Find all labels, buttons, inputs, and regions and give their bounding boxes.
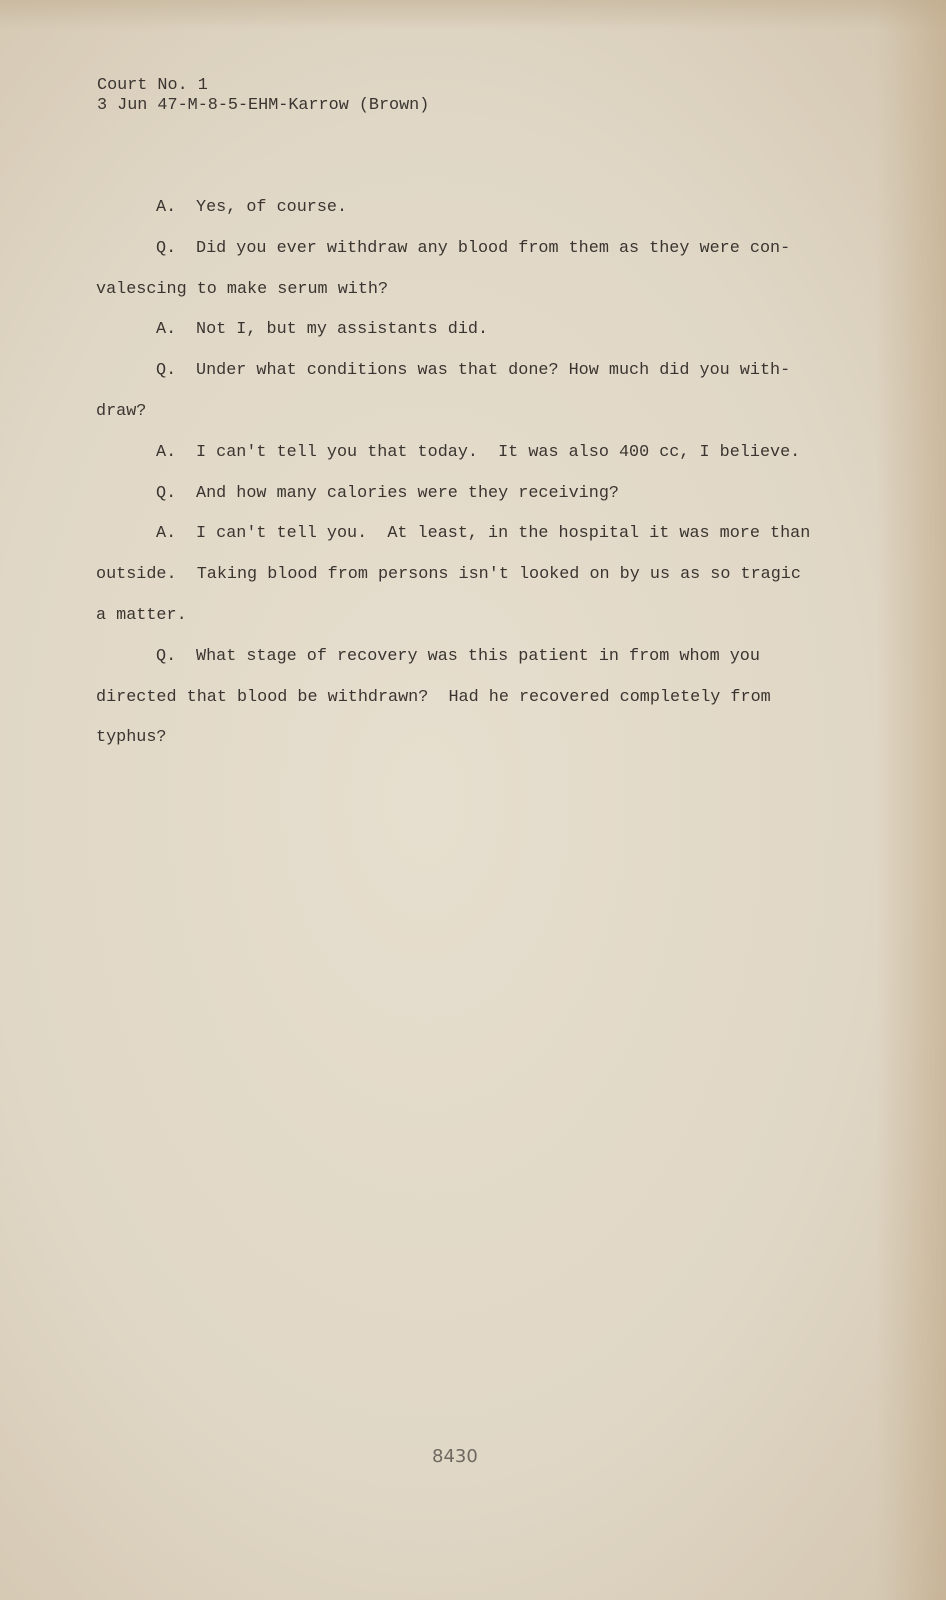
transcript-line	[96, 188, 856, 229]
transcript-line	[96, 637, 856, 678]
session-reference: 3 Jun 47-M-8-5-EHM-Karrow (Brown)	[97, 96, 430, 115]
line-text: valescing to make serum with?	[96, 279, 389, 299]
question-label: Q.	[156, 646, 177, 666]
line-text: Did you ever withdraw any blood from them as they were con-	[196, 238, 791, 258]
line-text: directed that blood be withdrawn? Had he recovered completely from	[96, 687, 771, 707]
question-label: Q.	[156, 483, 177, 503]
transcript-line	[96, 351, 856, 392]
line-text: And how many calories were they receiving?	[196, 483, 619, 503]
line-text: typhus?	[96, 728, 167, 748]
transcript-line	[96, 270, 856, 311]
paper-edge-shadow	[876, 0, 946, 1600]
transcript-body	[96, 188, 856, 759]
answer-label: A.	[156, 320, 177, 340]
line-text: What stage of recovery was this patient in from whom you	[196, 646, 760, 666]
line-text: Yes, of course.	[196, 198, 348, 217]
page-number: 8430	[432, 1446, 478, 1467]
court-number: Court No. 1	[97, 76, 208, 95]
line-text: outside. Taking blood from persons isn't looked on by us as so tragic	[96, 565, 801, 585]
transcript-line	[96, 718, 856, 759]
transcript-line	[96, 474, 856, 515]
question-label: Q.	[156, 238, 177, 258]
transcript-line	[96, 310, 856, 351]
transcript-line	[96, 229, 856, 270]
paper-top-shadow	[0, 0, 946, 30]
line-text: Under what conditions was that done? How much did you with-	[196, 361, 791, 381]
transcript-line	[96, 596, 856, 637]
answer-label: A.	[156, 198, 177, 217]
line-text: draw?	[96, 401, 147, 421]
line-text: I can't tell you that today. It was also 400 cc, I believe.	[196, 442, 801, 462]
document-header	[97, 76, 429, 116]
line-text: I can't tell you. At least, in the hospital it was more than	[196, 524, 811, 544]
transcript-line	[96, 678, 856, 719]
answer-label: A.	[156, 524, 177, 544]
line-text: a matter.	[96, 605, 187, 625]
question-label: Q.	[156, 361, 177, 381]
transcript-line	[96, 555, 856, 596]
transcript-line	[96, 433, 856, 474]
line-text: Not I, but my assistants did.	[196, 320, 489, 340]
transcript-line	[96, 514, 856, 555]
answer-label: A.	[156, 442, 177, 462]
transcript-line	[96, 392, 856, 433]
